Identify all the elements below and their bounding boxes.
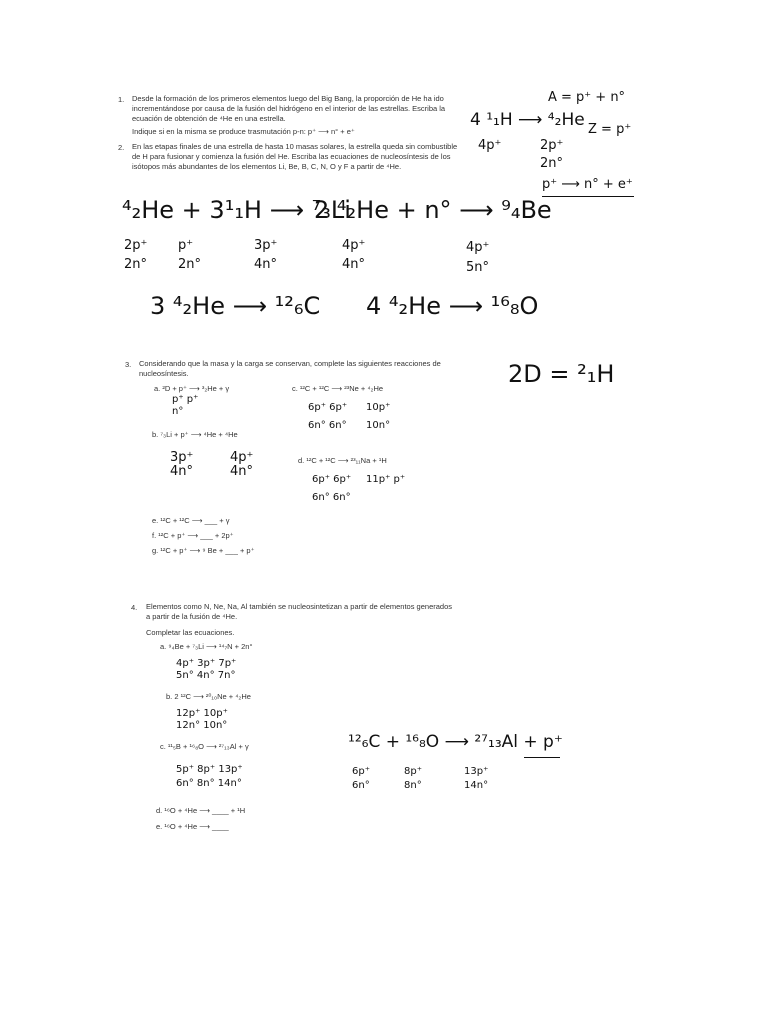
q1-hw-mass-number: A = p⁺ + n°: [548, 90, 626, 105]
q3-number: 3.: [125, 360, 132, 369]
q2-hw-eq-be-d: 5n°: [466, 260, 490, 275]
q3-item-b: b. ⁷₃Li + p⁺ ⟶ ⁴He + ⁴He: [152, 430, 238, 439]
q3-c-hw1: 6p⁺ 6p⁺: [308, 402, 348, 413]
q2-hw-eq-be-a: 4p⁺: [342, 238, 366, 253]
q3-d-hw3: 11p⁺ p⁺: [366, 474, 406, 485]
q3-d-hw1: 6p⁺ 6p⁺: [312, 474, 352, 485]
q3-a-hw2: n°: [172, 406, 184, 417]
q2-hw-eq-be: 2 ⁴₂He + n° ⟶ ⁹₄Be: [314, 196, 552, 224]
q3-b-hw3: 4p⁺: [230, 450, 254, 465]
q4-a-hw1: 4p⁺ 3p⁺ 7p⁺: [176, 658, 237, 669]
q3-item-e: e. ¹²C + ¹²C ⟶ ___ + γ: [152, 516, 230, 525]
q4-c-alt-6: 14n°: [464, 780, 489, 791]
q3-item-f: f. ¹²C + p⁺ ⟶ ___ + 2p⁺: [152, 531, 234, 540]
q2-hw-eq-li-c: p⁺: [178, 238, 194, 253]
q2-hw-eq-li-b: 2n°: [124, 257, 148, 272]
q4-c-alt-4: 8n°: [404, 780, 422, 791]
q3-b-hw2: 4n°: [170, 464, 194, 479]
q3-item-d: d. ¹²C + ¹²C ⟶ ²³₁₁Na + ¹H: [298, 456, 387, 465]
q3-hw-deuterium: 2D = ²₁H: [508, 360, 615, 388]
q2-hw-eq-c: 3 ⁴₂He ⟶ ¹²₆C: [150, 292, 321, 320]
q4-item-b: b. 2 ¹²C ⟶ ²⁰₁₀Ne + ⁴₂He: [166, 692, 251, 701]
q4-c-alt-2: 6n°: [352, 780, 370, 791]
q2-number: 2.: [118, 143, 125, 152]
q3-c-hw2: 6n° 6n°: [308, 420, 347, 431]
q1-text: Desde la formación de los primeros elementos luego del Big Bang, la proporción de He ha ido incrementándose por causa de la fusión del hidrógeno en el interior de las estrellas. Escriba la ecuación de obtención de ⁴He en una estrella.: [132, 94, 446, 123]
q4-a-hw2: 5n° 4n° 7n°: [176, 670, 236, 681]
q4-c-hw-alt-equation: ¹²₆C + ¹⁶₈O ⟶ ²⁷₁₃Al + p⁺: [348, 732, 563, 752]
q4-b-hw1: 12p⁺ 10p⁺: [176, 708, 228, 719]
q3-b-hw1: 3p⁺: [170, 450, 194, 465]
q4-item-a: a. ⁹₄Be + ⁷₃Li ⟶ ¹⁴₇N + 2n°: [160, 642, 253, 651]
q3-a-hw1: p⁺ p⁺: [172, 394, 199, 405]
q3-item-g: g. ¹²C + p⁺ ⟶ ⁹ Be + ___ + p⁺: [152, 546, 255, 555]
q3-text: Considerando que la masa y la carga se conservan, complete las siguientes reacciones de nucleosíntesis.: [139, 359, 441, 378]
q2-hw-eq-li-f: 4n°: [254, 257, 278, 272]
q4-item-c: c. ¹¹₅B + ¹⁶₈O ⟶ ²⁷₁₃Al + γ: [160, 742, 249, 751]
q2-text: En las etapas finales de una estrella de hasta 10 masas solares, la estrella queda sin combustible de H para fusionar y comienza la fusión del He. Escriba las ecuaciones de nucleosíntesis de los isótopos más abundantes de los elementos Li, Be, B, C, N, O y F a partir de ⁴He.: [132, 142, 458, 171]
q4-b-hw2: 12n° 10n°: [176, 720, 228, 731]
q3-item-c: c. ¹²C + ¹²C ⟶ ²³Ne + ⁴₂He: [292, 384, 384, 393]
q4-number: 4.: [131, 603, 138, 612]
q4-c-alt-3: 8p⁺: [404, 766, 422, 777]
q2-hw-eq-o: 4 ⁴₂He ⟶ ¹⁶₈O: [366, 292, 539, 320]
q4-c-alt-underline: [524, 757, 560, 758]
q2-hw-eq-be-b: 4n°: [342, 257, 366, 272]
q4-c-alt-1: 6p⁺: [352, 766, 370, 777]
q1-hw-equation: 4 ¹₁H ⟶ ⁴₂He: [470, 110, 585, 130]
q3-item-a: a. ²D + p⁺ ⟶ ³₂He + γ: [154, 384, 230, 393]
q3-d-hw2: 6n° 6n°: [312, 492, 351, 503]
q2-hw-eq-li-e: 3p⁺: [254, 238, 278, 253]
q1-hw-2n: 2n°: [540, 156, 564, 171]
q4-item-d: d. ¹⁶O + ⁴He ⟶ ____ + ¹H: [156, 806, 246, 815]
q4-complete: Completar las ecuaciones.: [146, 628, 235, 637]
q1-hw-atomic-number: Z = p⁺: [588, 122, 632, 137]
q2-hw-eq-li-d: 2n°: [178, 257, 202, 272]
q1-hw-4p: 4p⁺: [478, 138, 502, 153]
q4-c-hw2: 6n° 8n° 14n°: [176, 778, 242, 789]
q2-hw-eq-be-c: 4p⁺: [466, 240, 490, 255]
q4-item-e: e. ¹⁶O + ⁴He ⟶ ____: [156, 822, 229, 831]
q1-transmutation-text: Indique si en la misma se produce trasmutación p-n: p⁺ ⟶ n° + e⁺: [132, 127, 355, 136]
q4-c-hw1: 5p⁺ 8p⁺ 13p⁺: [176, 764, 243, 775]
q1-hw-transmutation: p⁺ ⟶ n° + e⁺: [542, 177, 633, 192]
q3-c-hw3: 10p⁺: [366, 402, 391, 413]
q2-hw-eq-li: ⁴₂He + 3¹₁H ⟶ ⁷₃Li: [122, 196, 351, 224]
q3-b-hw4: 4n°: [230, 464, 254, 479]
q4-text: Elementos como N, Ne, Na, Al también se nucleosintetizan a partir de elementos generados a partir de la fusión de ⁴He.: [146, 602, 452, 621]
q1-number: 1.: [118, 95, 125, 104]
q1-hw-2p: 2p⁺: [540, 138, 564, 153]
q2-hw-eq-li-a: 2p⁺: [124, 238, 148, 253]
q1-hw-underline: [542, 196, 634, 197]
q4-c-alt-5: 13p⁺: [464, 766, 489, 777]
q3-c-hw4: 10n°: [366, 420, 391, 431]
